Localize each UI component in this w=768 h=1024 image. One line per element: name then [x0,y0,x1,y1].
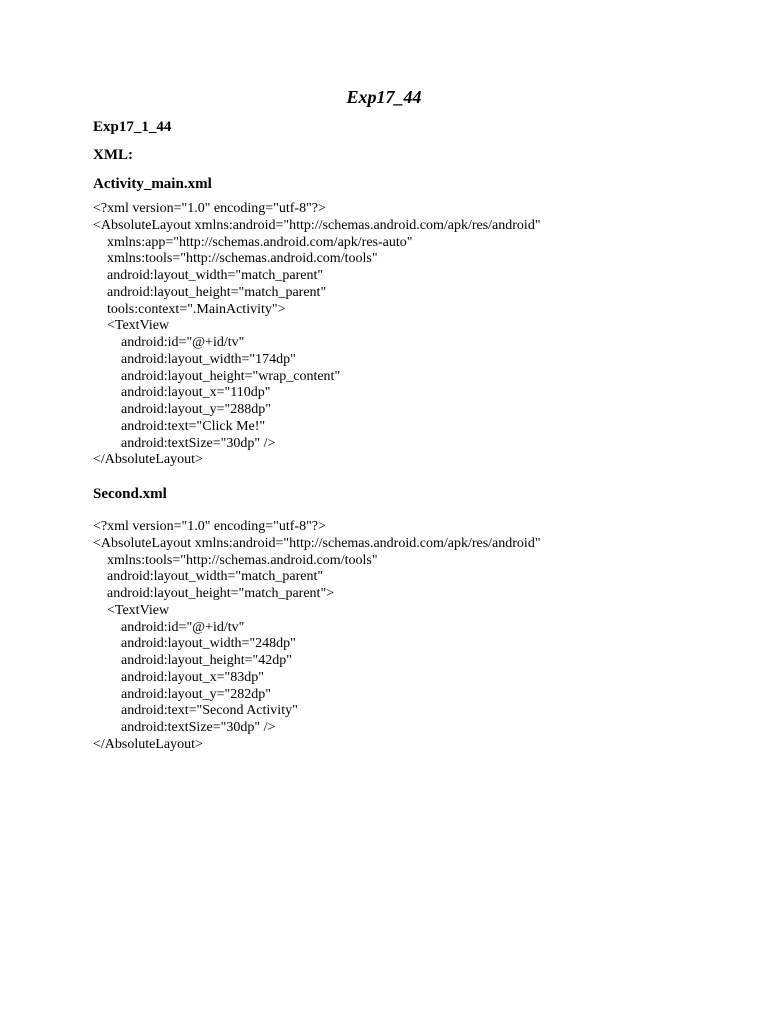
code-line: android:text="Click Me!" [121,418,266,434]
second-xml-code [93,519,541,754]
code-line: android:id="@+id/tv" [121,335,245,350]
code-line: android:id="@+id/tv" [121,619,245,635]
code-line: android:textSize="30dp" /> [121,435,276,451]
code-line: android:layout_width="match_parent" [107,268,324,283]
code-line: android:layout_width="match_parent" [107,569,324,585]
activity-main-heading: Activity_main.xml [93,176,212,192]
code-line: android:layout_y="282dp" [121,686,271,702]
code-line: android:textSize="30dp" /> [121,720,276,735]
second-xml-heading: Second.xml [93,486,167,502]
code-line: <TextView [107,318,170,334]
xml-label: XML: [93,147,133,163]
code-line: <AbsoluteLayout xmlns:android="http://schemas.android.com/apk/res/android" [93,217,541,233]
code-line: android:layout_y="288dp" [121,402,271,417]
code-line: android:layout_x="83dp" [121,669,264,685]
code-line: </AbsoluteLayout> [93,452,203,468]
activity-main-code [93,201,541,469]
code-line: android:layout_height="wrap_content" [121,368,341,384]
code-line: android:text="Second Activity" [121,703,298,719]
code-line: android:layout_x="110dp" [121,385,271,401]
code-line: tools:context=".MainActivity"> [107,301,286,317]
code-line: xmlns:tools="http://schemas.android.com/tools" [107,552,378,568]
code-line: <?xml version="1.0" encoding="utf-8"?> [93,201,326,216]
code-line: <?xml version="1.0" encoding="utf-8"?> [93,519,326,534]
code-line: xmlns:app="http://schemas.android.com/apk/res-auto" [107,234,413,250]
code-line: </AbsoluteLayout> [93,736,203,752]
code-line: android:layout_width="174dp" [121,351,296,367]
code-line: android:layout_height="match_parent"> [107,586,335,601]
code-line: <TextView [107,602,170,618]
document-title: Exp17_44 [346,87,422,107]
code-line: android:layout_height="42dp" [121,653,292,668]
code-line: android:layout_width="248dp" [121,636,296,652]
experiment-subtitle: Exp17_1_44 [93,119,172,135]
code-line: <AbsoluteLayout xmlns:android="http://schemas.android.com/apk/res/android" [93,535,541,551]
code-line: xmlns:tools="http://schemas.android.com/tools" [107,251,378,267]
code-line: android:layout_height="match_parent" [107,284,327,300]
